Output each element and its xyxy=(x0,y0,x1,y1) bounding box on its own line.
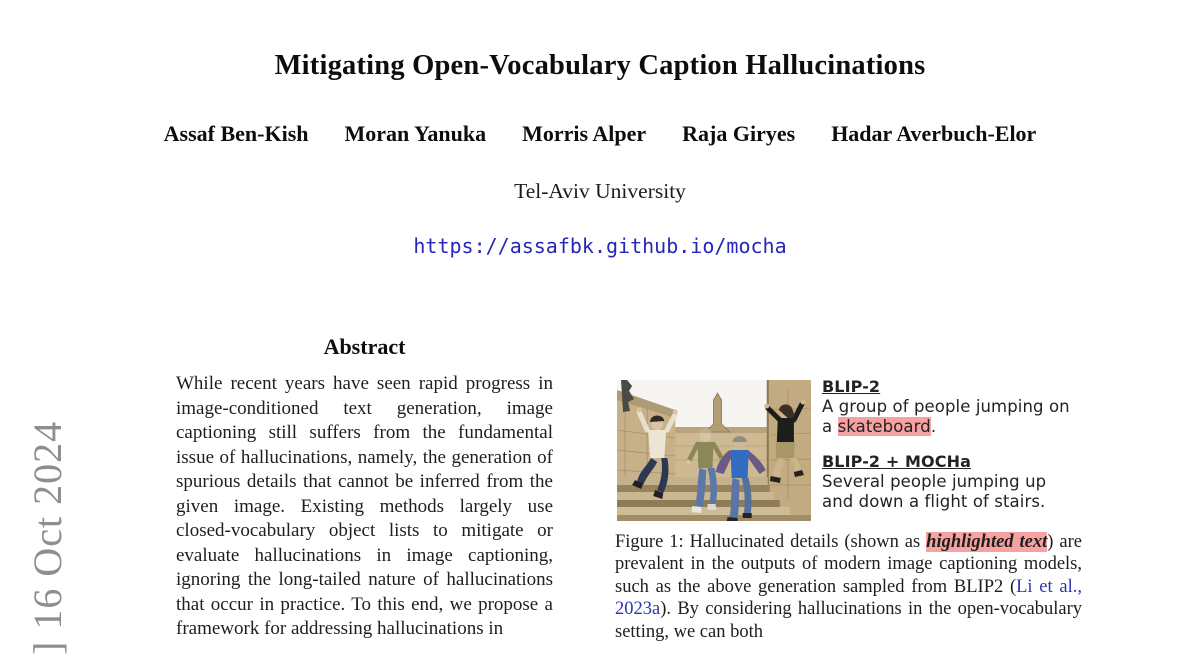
mocha-label: BLIP-2 + MOCHa xyxy=(822,452,971,471)
blip2-caption xyxy=(822,397,1080,437)
mocha-caption: Several people jumping up and down a flight of stairs. xyxy=(822,472,1047,511)
author-name: Assaf Ben-Kish xyxy=(163,121,309,146)
author-name: Morris Alper xyxy=(522,121,647,146)
caption-text: ). By considering hallucinations in the open-vocabulary setting, we can both xyxy=(615,599,1082,642)
blip2-caption-text: A group of people jumping on a xyxy=(822,397,1070,436)
blip2-caption-period: . xyxy=(930,417,937,436)
blip2-block xyxy=(822,377,1080,437)
author-name: Moran Yanuka xyxy=(344,121,487,146)
paper-title: Mitigating Open-Vocabulary Caption Hallucinations xyxy=(274,50,926,81)
figure1-caption xyxy=(615,531,1082,643)
author-name: Raja Giryes xyxy=(682,121,796,146)
caption-text: Figure 1: Hallucinated details (shown as xyxy=(615,532,927,552)
arxiv-datestamp: ] 16 Oct 2024 xyxy=(25,420,70,655)
stairs-jumping-illustration xyxy=(617,380,811,521)
blip2-label: BLIP-2 xyxy=(822,377,881,396)
caption-text: ) are prevalent in the outputs of modern image captioning models, such as the above generation sampled from BLIP2 ( xyxy=(615,532,1082,597)
hallucination-highlight: skateboard xyxy=(837,417,931,436)
project-url-link[interactable]: https://assafbk.github.io/mocha xyxy=(413,234,787,258)
author-name: Hadar Averbuch-Elor xyxy=(831,121,1037,146)
caption-highlight-example: highlighted text xyxy=(926,532,1048,552)
figure1-side-captions xyxy=(822,377,1080,512)
abstract-heading: Abstract xyxy=(323,334,406,359)
affiliation: Tel-Aviv University xyxy=(514,179,686,203)
citation-link-li2023a[interactable]: Li et al., 2023a xyxy=(615,576,1082,620)
authors-row xyxy=(0,121,1200,147)
abstract-text: While recent years have seen rapid progress in image-conditioned text generation, image captioning still suffers from the fundamental issue of hallucinations, namely, the generation of spurious details that cannot be inferred from the given image. Existing methods largely use closed-vocabulary object lists to mitigate or evaluate hallucinations in image captioning, ignoring the long-tailed nature of hallucinations that occur in practice. To this end, we propose a framework for addressing hallucinations in xyxy=(176,373,553,640)
mocha-block xyxy=(822,452,1080,512)
figure1-photo-stairs-jumping xyxy=(617,380,811,521)
